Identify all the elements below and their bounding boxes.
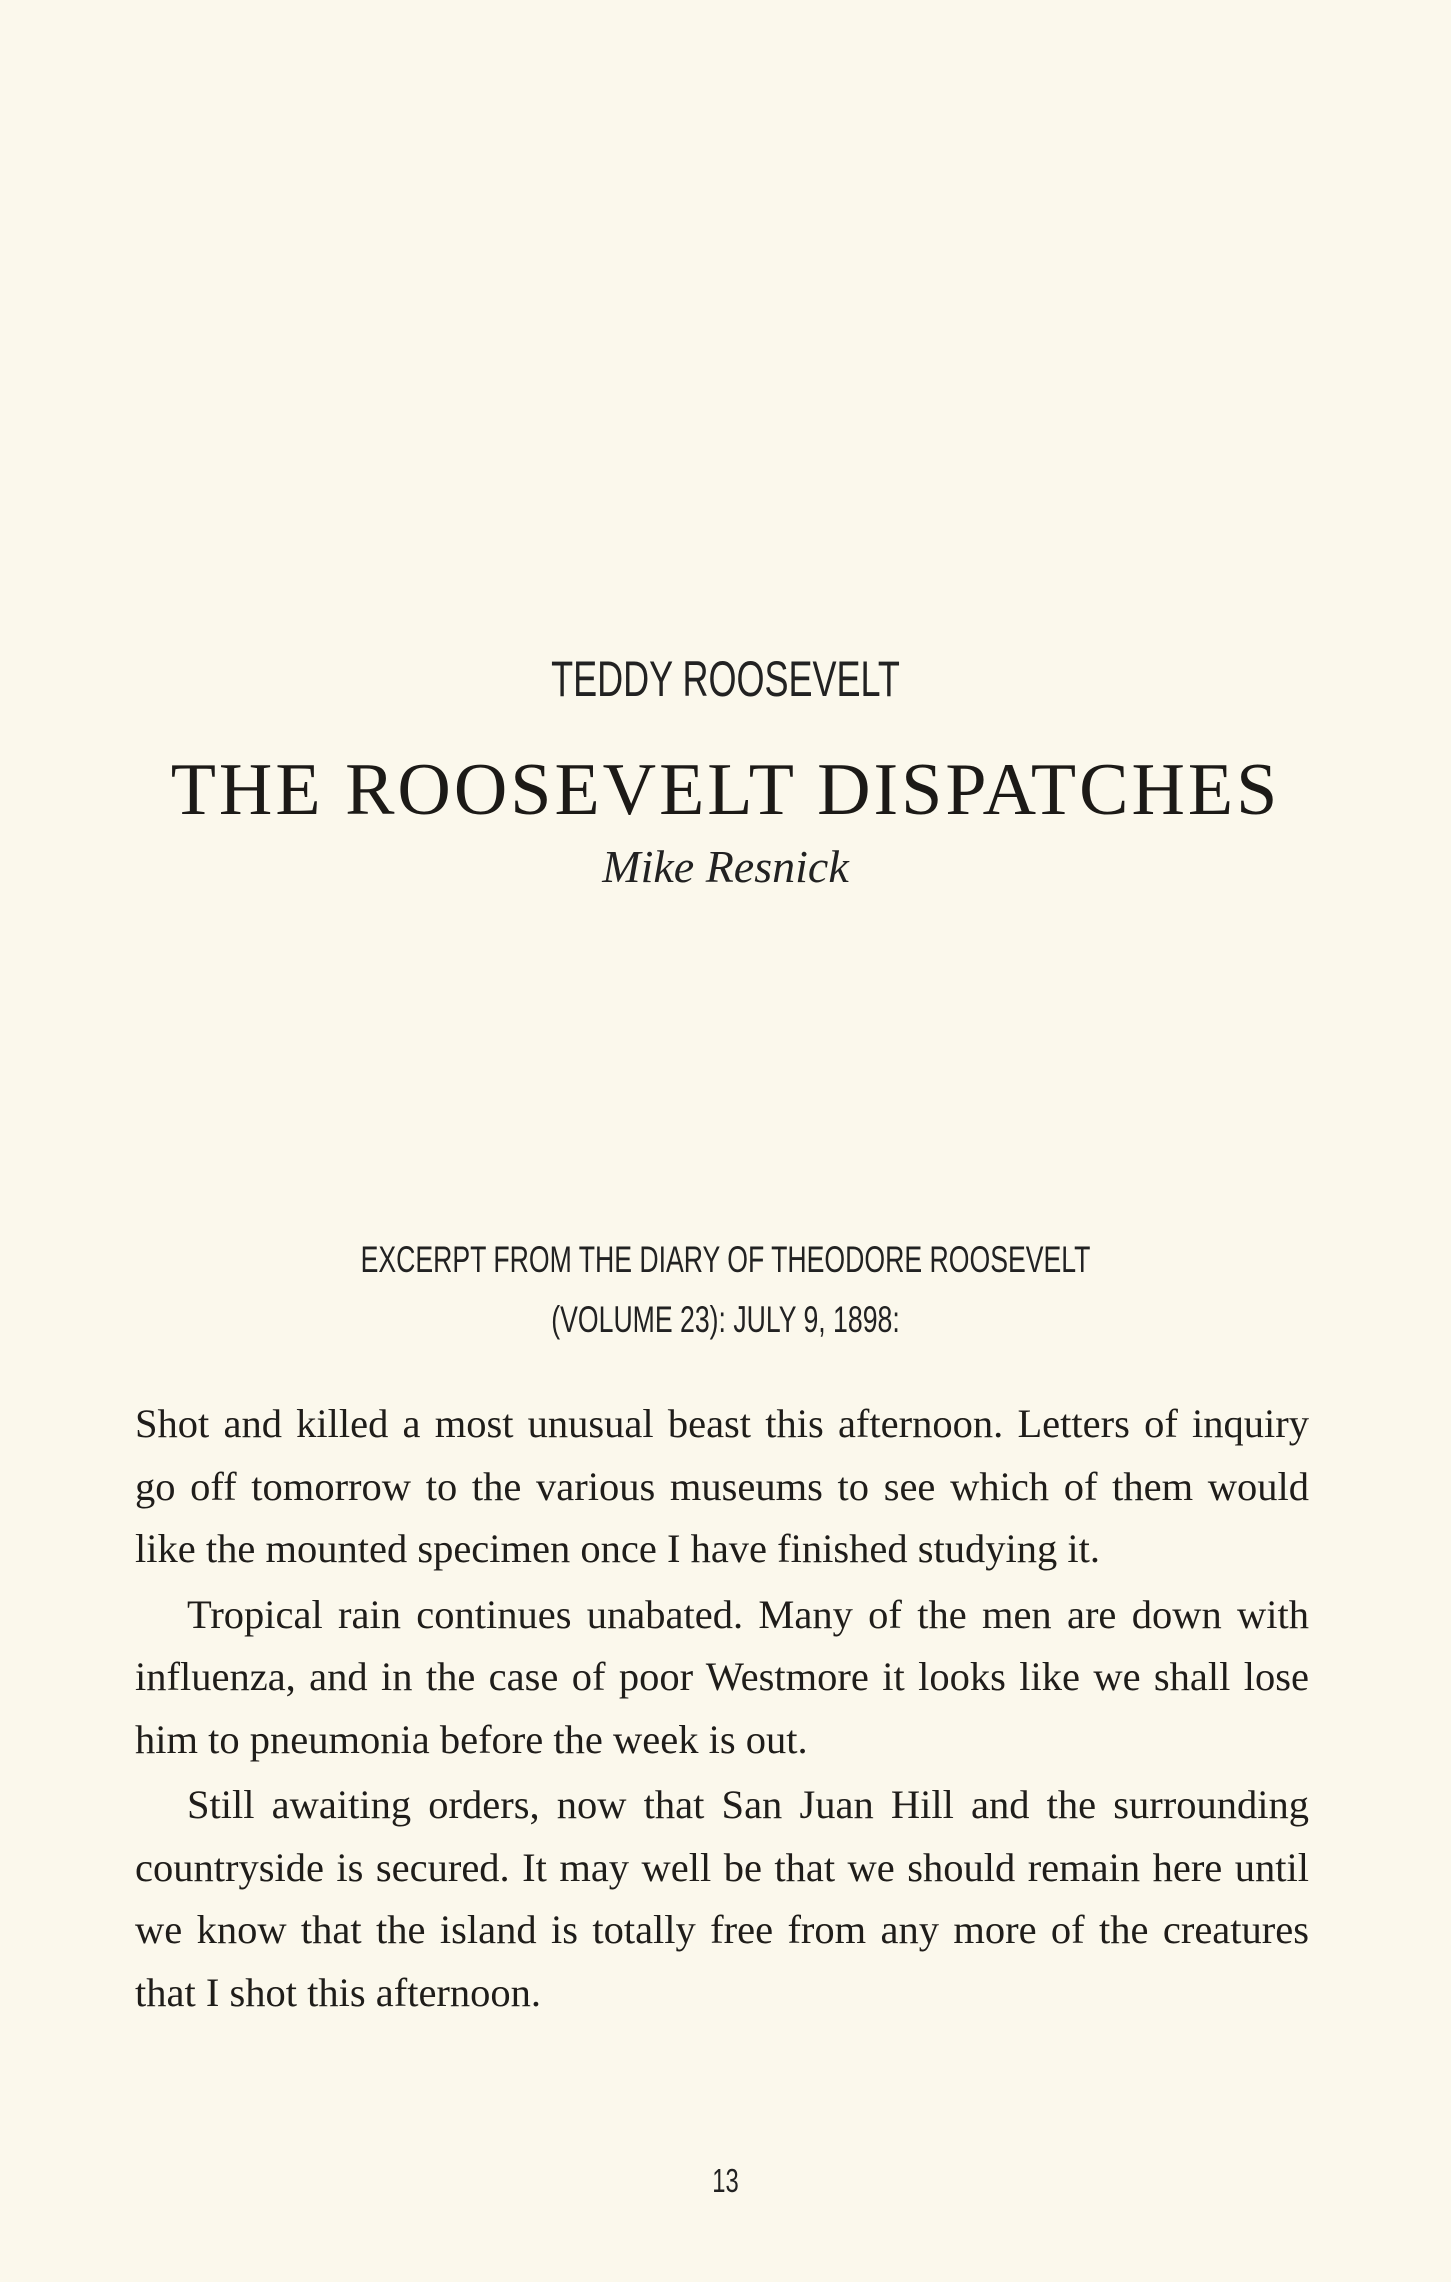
story-title: THE ROOSEVELT DISPATCHES <box>170 749 1281 831</box>
paragraph-1: Shot and killed a most unusual beast this afternoon. Letters of inquiry go off tomorrow to the various museums to see which of them would like the mounted specimen once I have finished studying it. <box>135 1401 1309 1571</box>
excerpt-heading-line-2: (VOLUME 23): JULY 9, 1898: <box>551 1299 900 1340</box>
paragraph-2: Tropical rain continues unabated. Many of the men are down with influenza, and in the case of poor Westmore it looks like we shall lose him to pneumonia before the week is out. <box>135 1591 1309 1762</box>
body-text <box>135 1393 1309 2024</box>
story-author: Mike Resnick <box>602 841 849 892</box>
excerpt-heading <box>0 1230 1451 1350</box>
page-number: 13 <box>712 2162 739 2199</box>
excerpt-heading-line-1: EXCERPT FROM THE DIARY OF THEODORE ROOSEVELT <box>360 1239 1091 1280</box>
paragraph-3: Still awaiting orders, now that San Juan Hill and the surrounding countryside is secured. It may well be that we should remain here until we know that the island is totally free from any more of the creatures that I shot this afternoon. <box>135 1782 1309 2015</box>
story-subject: TEDDY ROOSEVELT <box>551 651 900 707</box>
